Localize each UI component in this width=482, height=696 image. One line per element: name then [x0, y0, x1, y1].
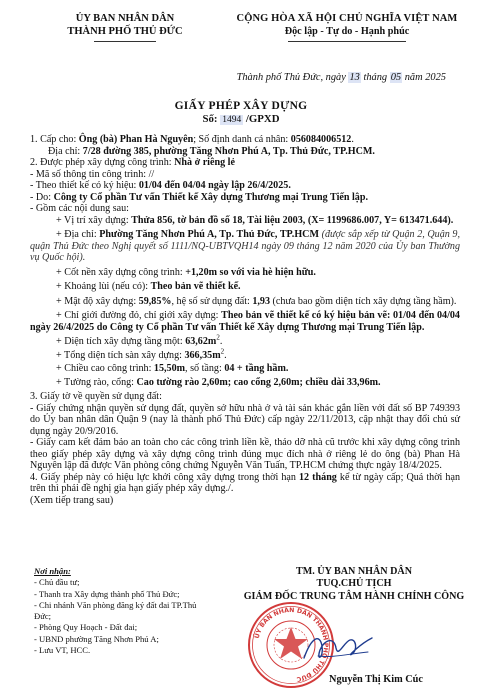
sign-line-3: GIÁM ĐỐC TRUNG TÂM HÀNH CHÍNH CÔNG [243, 590, 465, 602]
agency-line1: ỦY BAN NHÂN DÂN [75, 13, 175, 24]
elevation-label: + Cốt nền xây dựng công trình: [56, 266, 186, 278]
storeys-value: 04 + tầng hầm. [224, 363, 289, 374]
owner-address [30, 146, 460, 158]
setback-line [30, 281, 460, 293]
floor-area-value: 366,35m [184, 349, 221, 361]
agency-header [40, 12, 210, 42]
document-title: GIẤY PHÉP XÂY DỰNG [174, 100, 308, 112]
setback-value: Theo bản vẽ thiết kế. [150, 281, 241, 292]
handwritten-signature-icon [298, 628, 378, 668]
storeys-label: , số tầng: [185, 363, 225, 374]
redline-line [30, 310, 460, 333]
month-label: tháng [360, 72, 390, 83]
recipient-item: - Lưu VT, HCC. [34, 645, 91, 656]
national-motto: Độc lập - Tự do - Hạnh phúc [284, 26, 410, 37]
design-line [30, 180, 460, 192]
id-number: 056084006512 [290, 134, 352, 145]
firm-label: - Do: [30, 191, 54, 203]
fence-label: + Tường rào, cổng: [56, 376, 137, 388]
redline-value: Theo bản vẽ thiết kế có ký hiệu bản vẽ: 01/04 đến 04/04 ngày 26/4/2025 do Công ty Cổ phần Tư vấn Thiết kế Xây dựng Thương mại Trung Tiến lập. [30, 310, 460, 333]
design-label: - Theo thiết kế có ký hiệu: [30, 180, 139, 191]
signature-block [236, 566, 472, 603]
agency-rule [94, 41, 156, 42]
design-value: 01/04 đến 04/04 ngày lập 26/4/2025. [138, 180, 291, 191]
setback-label: + Khoảng lùi (nếu có): [56, 281, 151, 292]
number-value: 1494 [222, 115, 242, 125]
redline-label: + Chỉ giới đường đỏ, chỉ giới xây dựng: [56, 310, 222, 321]
nation-header [222, 12, 472, 42]
item2-label: 2. Được phép xây dựng công trình: [30, 157, 175, 168]
far-value: 1,93 [252, 295, 271, 307]
recipients-heading: Nơi nhận: [34, 566, 71, 576]
owner-name: Ông (bà) Phan Hà Nguyên [78, 134, 194, 145]
far-note: (chưa bao gồm diện tích xây dựng tầng hầm). [270, 295, 457, 307]
code-line: - Mã số thông tin công trình: // [30, 168, 155, 180]
sign-line-1: TM. ỦY BAN NHÂN DÂN [296, 566, 412, 577]
address-value: 7/28 đường 385, phường Tăng Nhơn Phú A, Tp. Thủ Đức, TP.HCM. [82, 145, 375, 157]
height-value: 15,50m [153, 363, 186, 374]
validity-prefix: 4. Giấy phép này có hiệu lực khởi công xây dựng trong thời hạn [30, 471, 299, 483]
item-3: 3. Giấy tờ về quyền sử dụng đất: [30, 391, 162, 402]
density-label: + Mật độ xây dựng: [56, 295, 139, 307]
validity-suffix: kể từ ngày cấp; Quá thời hạn trên thì phải đề nghị gia hạn giấy phép xây dựng./. [30, 471, 460, 494]
density-value: 59,85% [138, 295, 172, 307]
components-label: - Gồm các nội dung sau: [30, 203, 129, 214]
document-number [0, 113, 482, 125]
recipient-item: - UBND phường Tăng Nhơn Phú A; [34, 633, 159, 644]
construction-type: Nhà ở riêng lẻ [174, 157, 235, 168]
fence-value: Cao tường rào 2,60m; cao cổng 2,60m; chiều dài 33,96m. [136, 376, 381, 388]
item-4 [30, 472, 460, 495]
location-value: Thửa 856, tờ bản đồ số 18, Tài liệu 2003, (X= 1199686.007, Y= 613471.644). [131, 214, 454, 226]
ground-area-line: + Diện tích xây dựng tầng một: $63,62m^2$. [56, 333, 223, 347]
nation-title: CỘNG HÒA XÃ HỘI CHỦ NGHĨA VIỆT NAM [236, 13, 458, 24]
height-line [30, 363, 460, 375]
id-label: ; Số định danh cá nhân: [193, 134, 291, 145]
place-date [237, 72, 446, 83]
elevation-value: +1,20m so với via hè hiện hữu. [185, 266, 316, 278]
continue-note: (Xem tiếp trang sau) [30, 494, 114, 506]
item1-end: . [351, 134, 354, 145]
firm-line [30, 192, 460, 204]
number-suffix: /GPXD [243, 113, 280, 125]
agency-line2: THÀNH PHỐ THỦ ĐỨC [67, 26, 183, 37]
height-label: + Chiều cao công trình: [56, 363, 154, 374]
fence-line [30, 377, 460, 389]
site-address-line [30, 229, 460, 264]
floor-area-line: + Tổng diện tích sàn xây dựng: $366,35m^2$. [56, 347, 227, 361]
far-label: , hệ số sử dụng đất: [171, 295, 253, 307]
recipient-item: - Thanh tra Xây dựng thành phố Thủ Đức; [34, 588, 180, 599]
recipient-item: - Chi nhánh Văn phòng đăng ký đất đai TP.Thủ Đức; [34, 599, 197, 622]
item1-prefix: 1. Cấp cho: [30, 134, 79, 145]
recipients [34, 566, 204, 656]
motto-rule [288, 41, 406, 42]
date-day: 13 [349, 72, 360, 83]
date-month: 05 [390, 72, 402, 83]
seal-text: ỦY BAN NHÂN DÂN THÀNH PHỐ THỦ ĐỨC [253, 606, 330, 683]
permit-body [30, 134, 460, 506]
item-1 [30, 134, 460, 146]
elevation-line [30, 267, 460, 279]
safety-commitment: - Giấy cam kết đảm bảo an toàn cho các công trình liền kề, tháo dỡ nhà cũ trước khi xây dựng công trình theo giấy phép xây dựng và xây dựng công trình đúng mục đích nhà ở riêng lẻ do ông (bà) Phan Hà Nguyên lập đã được Văn phòng công chứng Nguyễn Văn Tuấn, TP.HCM chứng thực ngày 18/4/2025. [30, 437, 460, 471]
ground-area-label: + Diện tích xây dựng tầng một: [56, 336, 186, 347]
year-label: năm 2025 [402, 72, 446, 83]
floor-area-label: + Tổng diện tích sàn xây dựng: [56, 349, 185, 361]
signer-name: Nguyễn Thị Kim Cúc [329, 674, 423, 685]
sign-line-2: TUQ.CHỦ TỊCH [316, 578, 392, 590]
recipient-item: - Phòng Quy Hoạch - Đất đai; [34, 622, 138, 633]
site-address-note: (được sắp xếp từ Quận 2, Quận 9, quận Thủ Đức theo Nghị quyết số 1111/NQ-UBTVQH14 ngày 09 tháng 12 năm 2020 của Ủy ban Thường vụ Quốc hội). [30, 229, 460, 263]
firm-value: Công ty Cổ phần Tư vấn Thiết kế Xây dựng Thương mại Trung Tiến lập. [53, 191, 368, 203]
validity-period: 12 tháng [299, 471, 337, 483]
site-address-label: + Địa chỉ: [56, 229, 100, 240]
address-label: Địa chỉ: [48, 145, 83, 157]
land-certificate: - Giấy chứng nhận quyền sử dụng đất, quyền sở hữu nhà ở và tài sản khác gắn liền với đất số BP 749393 do Ủy ban nhân dân Quận 9 (nay là thành phố Thủ Đức) cấp ngày 22/11/2013, cập nhật thay đổi chủ sử dụng ngày 20/9/2016. [30, 402, 460, 437]
item-2 [30, 157, 460, 169]
number-prefix: Số: [202, 113, 221, 125]
ground-area-value: 63,62m [185, 336, 217, 347]
location-label: + Vị trí xây dựng: [56, 214, 132, 226]
place-prefix: Thành phố Thủ Đức, ngày [236, 72, 349, 83]
site-address-value: Phường Tăng Nhơn Phú A, Tp. Thủ Đức, TP.HCM [99, 229, 319, 240]
location-line [30, 215, 460, 227]
density-line [30, 296, 460, 308]
recipient-item: - Chủ đầu tư; [34, 577, 80, 588]
